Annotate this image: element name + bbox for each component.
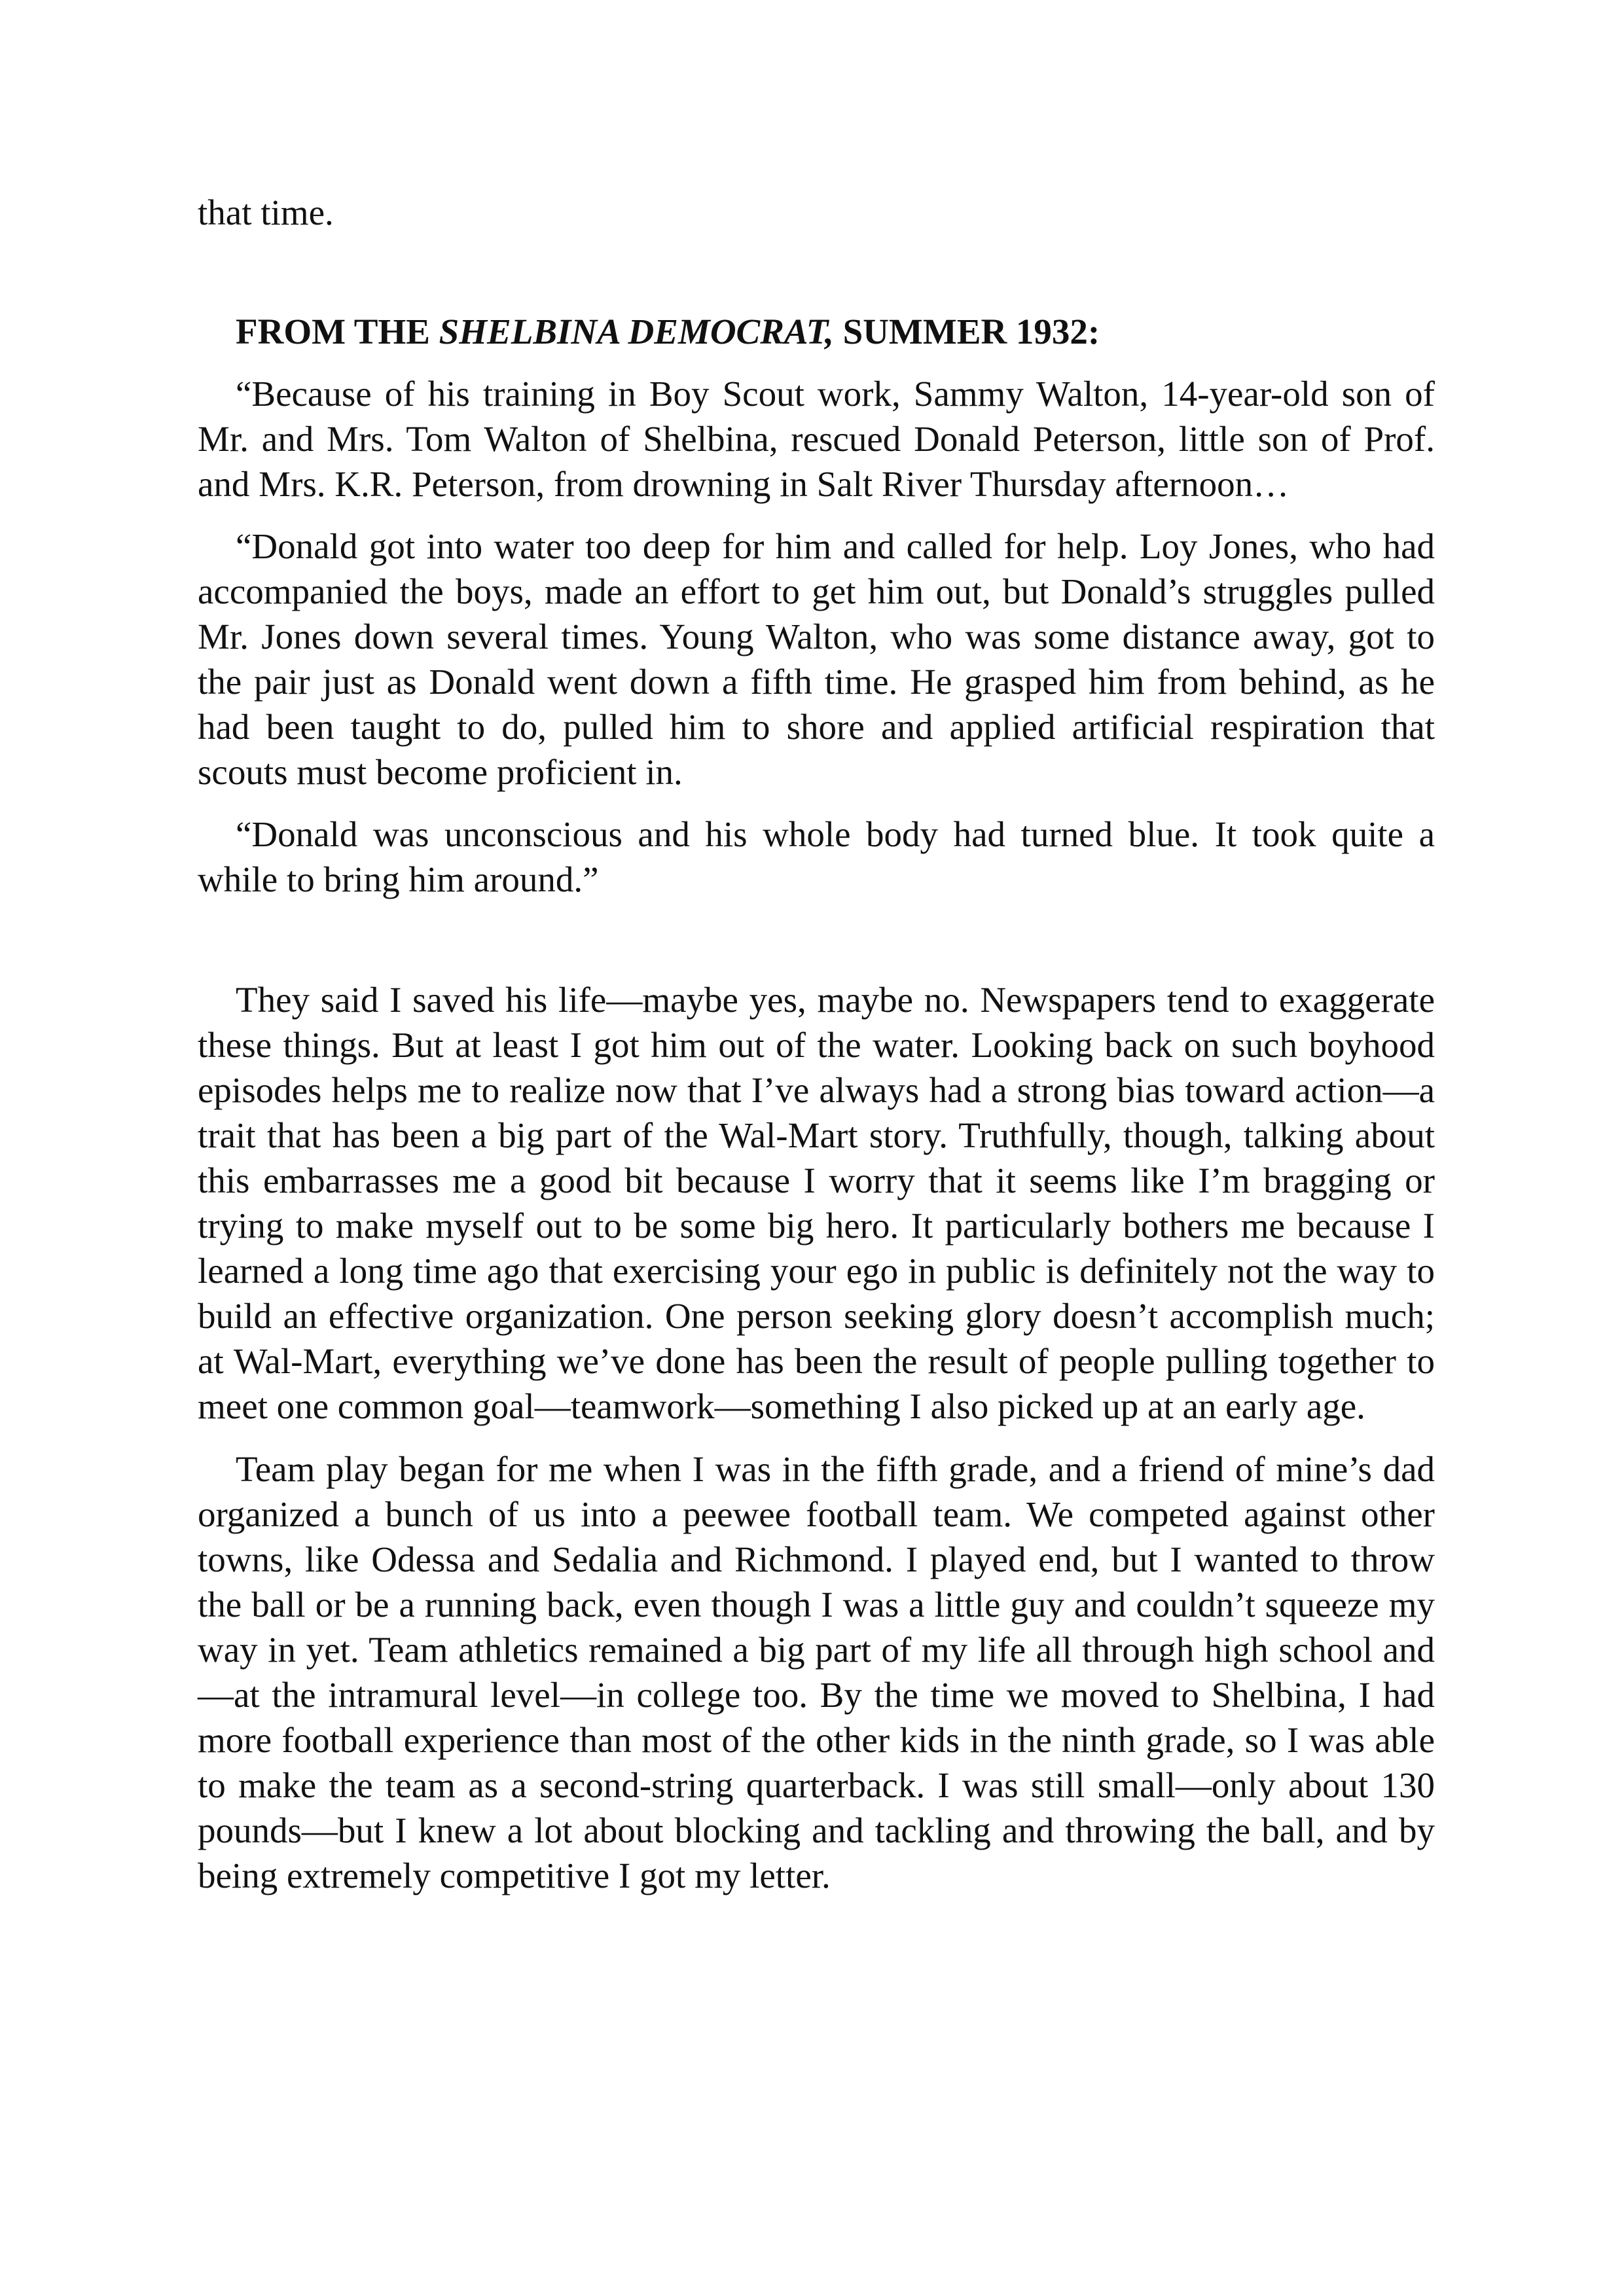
heading-publication: SHELBINA DEMOCRAT, [439,312,834,351]
quote-paragraph-1: “Because of his training in Boy Scout work, Sammy Walton, 14-year-old son of Mr. and Mrs. Tom Walton of Shelbina, rescued Donald Peterson, little son of Prof. and Mrs. K.R. Peterson, from drowning in Salt River Thursday afternoon… [198,374,1435,504]
body-paragraph-2: Team play began for me when I was in the fifth grade, and a friend of mine’s dad organized a bunch of us into a peewee football team. We competed against other towns, like Odessa and Sedalia and Richmond. I played end, but I wanted to throw the ball or be a running back, even though I was a little guy and couldn’t squeeze my way in yet. Team athletics remained a big part of my life all through high school and —at the intramural level—in college too. By the time we moved to Shelbina, I had more football experience than most of the other kids in the ninth grade, so I was able to make the team as a second-string quarterback. I was still small—only about 130 pounds—but I knew a lot about blocking and tackling and throwing the ball, and by being extremely competitive I got my letter. [198,1449,1435,1895]
book-page [198,190,1435,1898]
heading-prefix: FROM THE [236,312,439,351]
heading-suffix: SUMMER 1932: [833,312,1100,351]
body-paragraph-1: They said I saved his life—maybe yes, maybe no. Newspapers tend to exaggerate these things. But at least I got him out of the water. Looking back on such boyhood episodes helps me to realize now that I’ve always had a strong bias toward action—a trait that has been a big part of the Wal-Mart story. Truthfully, though, talking about this embarrasses me a good bit because I worry that it seems like I’m bragging or trying to make myself out to be some big hero. It particularly bothers me because I learned a long time ago that exercising your ego in public is definitely not the way to build an effective organization. One person seeking glory doesn’t accomplish much; at Wal-Mart, everything we’ve done has been the result of people pulling together to meet one common goal—teamwork—something I also picked up at an early age. [198,980,1435,1426]
quote-paragraph-2: “Donald got into water too deep for him and called for help. Loy Jones, who had accompanied the boys, made an effort to get him out, but Donald’s struggles pulled Mr. Jones down several times. Young Walton, who was some distance away, got to the pair just as Donald went down a fifth time. He grasped him from behind, as he had been taught to do, pulled him to shore and applied artificial respiration that scouts must become proficient in. [198,526,1435,792]
section-heading [236,309,1435,354]
continuation-text: that time. [198,192,334,232]
quote-paragraph-3: “Donald was unconscious and his whole body had turned blue. It took quite a while to bring him around.” [198,814,1435,899]
